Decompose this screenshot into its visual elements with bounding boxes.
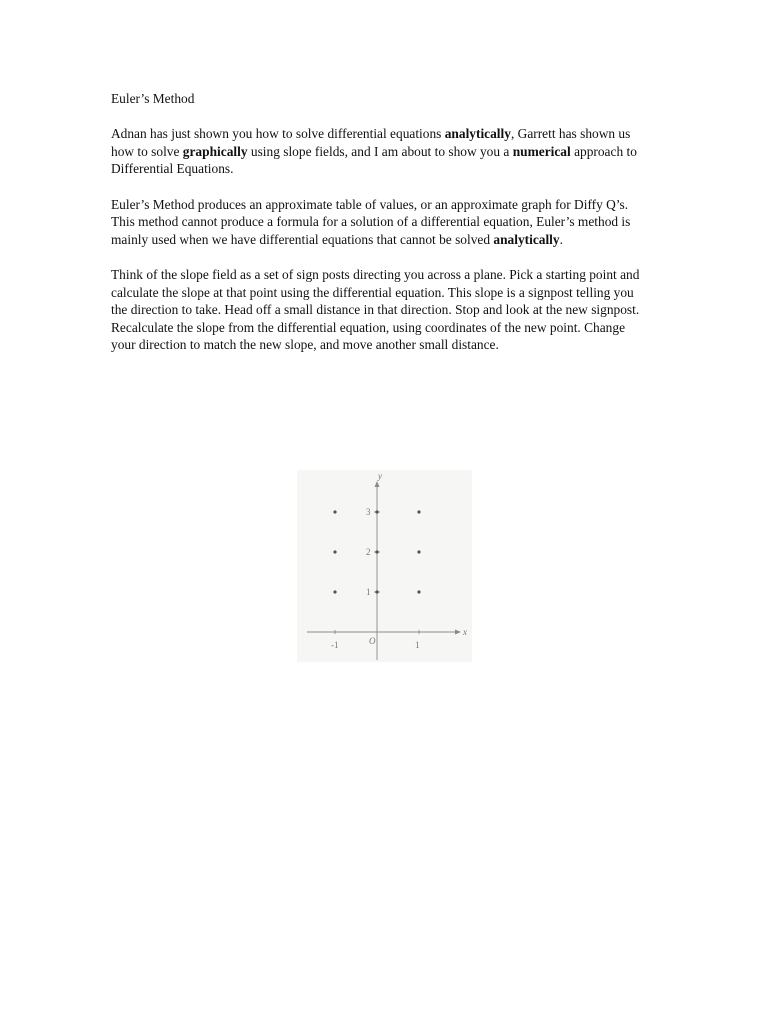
x-tick-label: -1 — [331, 640, 339, 650]
text-run: using slope fields, and I am about to show you a — [247, 143, 513, 159]
grid-point — [417, 590, 420, 593]
slope-field-figure — [297, 470, 472, 662]
bold-term: graphically — [182, 143, 248, 159]
document-title: Euler’s Method — [111, 91, 195, 106]
grid-point — [375, 510, 378, 513]
grid-point — [417, 510, 420, 513]
paragraph-slope-field: Think of the slope field as a set of sign posts directing you across a plane. Pick a starting point and calculate the slope at that point using the differential equation. This slope is a signpost telling you the direction to take. Head off a small distance in that direction. Stop and look at the new signpost. Recalculate the slope from the differential equation, using coordinates of the new point. Change your direction to match the new slope, and move another small distance. — [111, 266, 640, 353]
text-run: Adnan has just shown you how to solve differential equations — [111, 126, 445, 142]
slope-field-plot — [297, 470, 472, 662]
grid-point — [417, 550, 420, 553]
bold-term: analytically — [493, 231, 560, 247]
text-run: , Garrett has shown us how to solve — [111, 126, 631, 159]
grid-point — [333, 590, 336, 593]
paragraph-intro — [111, 125, 651, 178]
y-tick-label: 3 — [366, 507, 371, 517]
grid-point — [333, 550, 336, 553]
text-run: Euler’s Method produces an approximate table of values, or an approximate graph for Diffy Q’s. This method cannot produce a formula for a solution of a differential equation, Euler’s method is mainly used when we have differential equations that cannot be solved — [111, 196, 631, 247]
grid-point — [375, 590, 378, 593]
origin-label: O — [369, 636, 376, 646]
y-tick-label: 2 — [366, 547, 371, 557]
y-tick-label: 1 — [366, 587, 371, 597]
x-tick-label: 1 — [415, 640, 420, 650]
document-body — [111, 90, 651, 372]
grid-point — [333, 510, 336, 513]
x-axis-label: x — [463, 627, 467, 637]
y-axis-label: y — [378, 471, 382, 481]
y-axis-arrow — [375, 481, 380, 487]
bold-term: numerical — [512, 143, 571, 159]
x-axis-arrow — [455, 630, 461, 635]
text-run: . — [559, 231, 563, 247]
text-run: approach to Differential Equations. — [111, 143, 637, 177]
bold-term: analytically — [444, 126, 511, 142]
grid-point — [375, 550, 378, 553]
paragraph-euler-description — [111, 196, 651, 249]
